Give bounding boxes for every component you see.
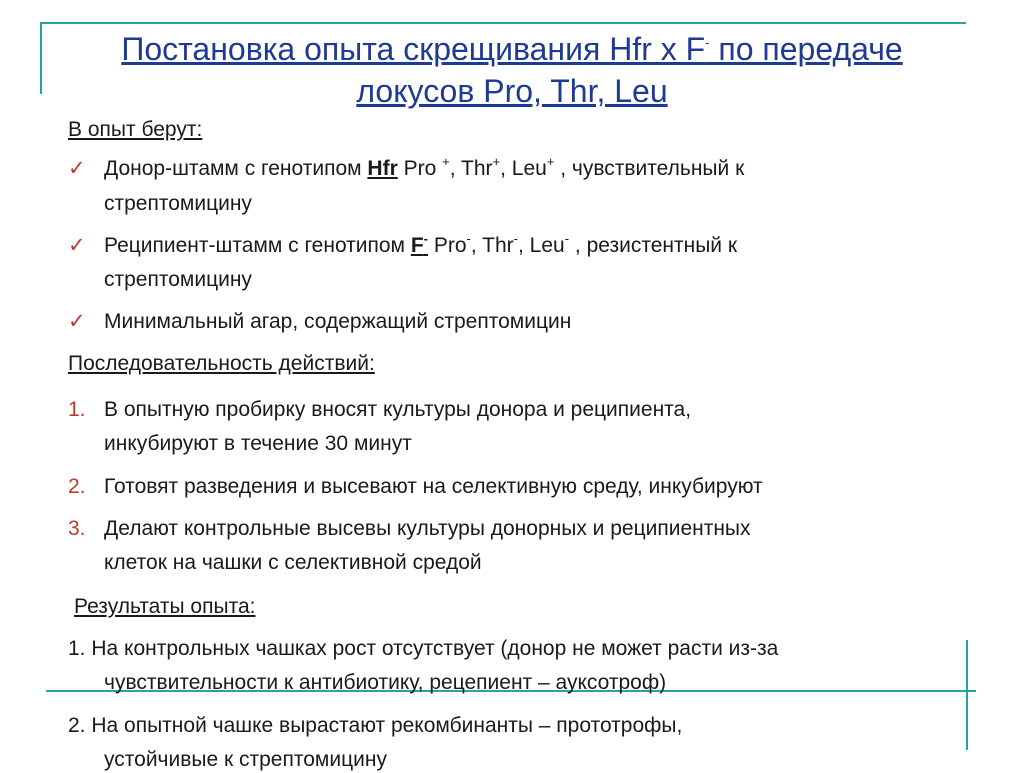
title-line-1: Постановка опыта скрещивания Hfr x F- по передаче: [121, 31, 903, 67]
step-number: 3.: [68, 517, 86, 540]
step-number: 1.: [68, 398, 86, 421]
left-rule: [40, 22, 42, 94]
step-1-line-1: В опытную пробирку вносят культуры донора и реципиента,: [104, 398, 692, 421]
step-2-line-1: Готовят разведения и высевают на селективную среду, инкубируют: [104, 475, 763, 498]
take-item-1-cont: стрептомицину: [104, 192, 252, 215]
take-item-1: Донор-штамм с генотипом Hfr Pro +, Thr+, Leu+ , чувствительный к: [104, 154, 745, 180]
check-icon: ✓: [68, 157, 86, 180]
result-2-line-1: 2. На опытной чашке вырастают рекомбинанты – прототрофы,: [68, 714, 683, 737]
step-3-line-2: клеток на чашки с селективной средой: [104, 551, 482, 574]
top-rule: [40, 22, 966, 24]
take-heading: В опыт берут:: [68, 118, 203, 141]
result-1-line-1: 1. На контрольных чашках рост отсутствует (донор не может расти из-за: [68, 637, 779, 660]
steps-heading: Последовательность действий:: [68, 352, 375, 375]
take-item-2-cont: стрептомицину: [104, 268, 252, 291]
step-number: 2.: [68, 475, 86, 498]
title-line-2: локусов Pro, Thr, Leu: [356, 73, 668, 109]
right-rule: [966, 640, 968, 750]
take-item-3: Минимальный агар, содержащий стрептомицин: [104, 310, 572, 333]
result-1-line-2: чувствительности к антибиотику, рецепиент – ауксотроф): [104, 671, 667, 694]
check-icon: ✓: [68, 234, 86, 257]
step-1-line-2: инкубируют в течение 30 минут: [104, 432, 412, 455]
result-2-line-2: устойчивые к стрептомицину: [104, 748, 387, 771]
results-heading: Результаты опыта:: [74, 595, 256, 618]
step-3-line-1: Делают контрольные высевы культуры донорных и реципиентных: [104, 517, 751, 540]
slide-title: [60, 28, 964, 112]
check-icon: ✓: [68, 310, 86, 333]
take-item-2: Реципиент-штамм с генотипом F- Pro-, Thr-, Leu- , резистентный к: [104, 231, 738, 257]
